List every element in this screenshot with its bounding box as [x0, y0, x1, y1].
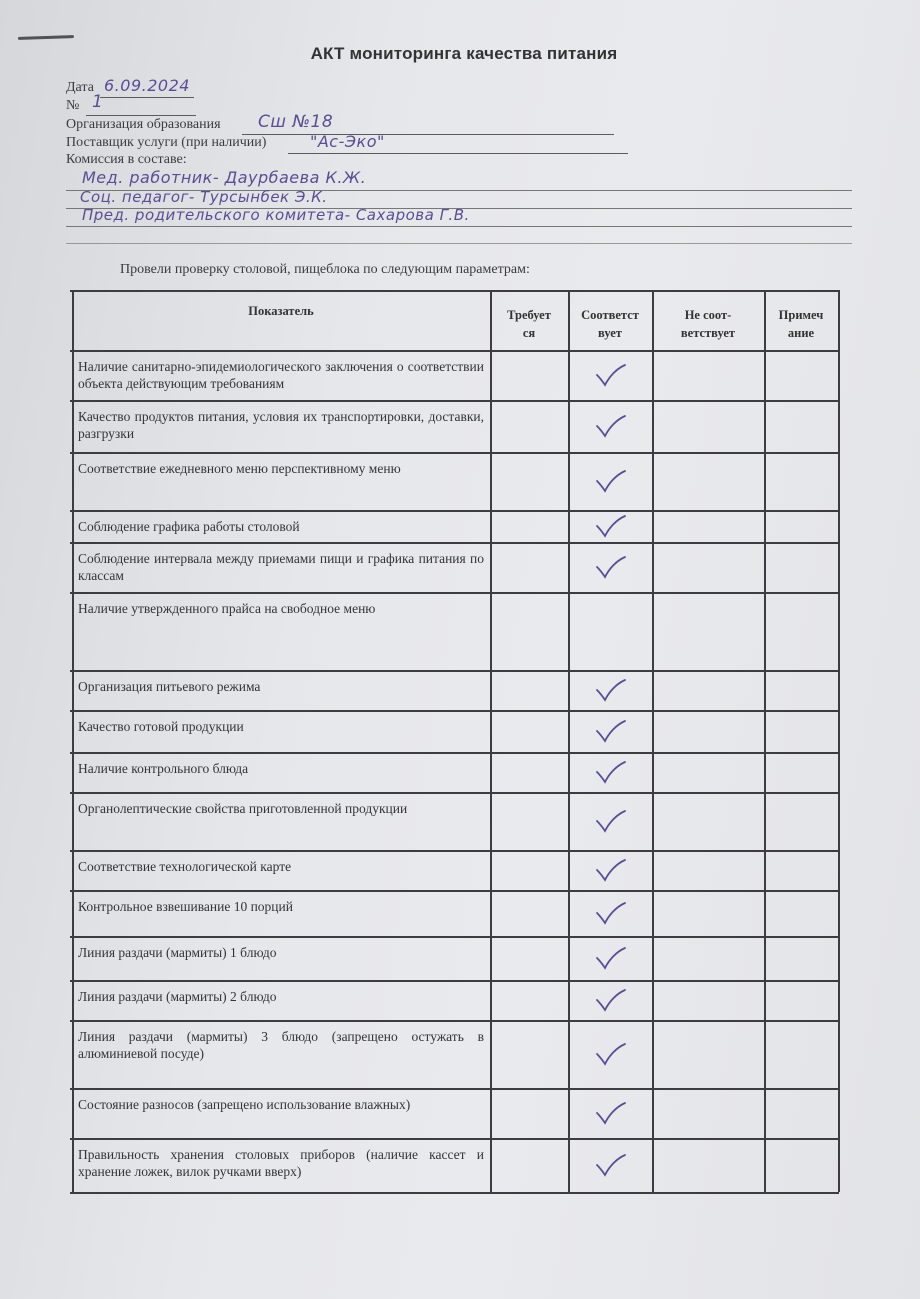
- table-vline: [568, 290, 570, 1192]
- table-hline: [70, 752, 839, 754]
- date-underline: [100, 97, 194, 98]
- table-row-label: Соблюдение интервала между приемами пищи и графика питания по классам: [78, 551, 484, 583]
- table-row-label: Наличие санитарно-эпидемиологического заключения о соответствии объекта действующим требованиям: [78, 359, 484, 391]
- table-hline: [70, 670, 839, 672]
- table-hline: [70, 542, 839, 544]
- supplier-underline: [288, 153, 628, 154]
- table-header-text: ание: [787, 326, 815, 340]
- table-row-label: Соответствие технологической карте: [78, 859, 292, 874]
- table-hline: [70, 850, 839, 852]
- table-hline: [70, 1192, 839, 1194]
- document-title: АКТ мониторинга качества питания: [310, 44, 618, 63]
- check-mark-icon: [594, 988, 628, 1014]
- date-label: Дата: [66, 80, 94, 95]
- check-mark-icon: [594, 555, 628, 581]
- commission-label: Комиссия в составе:: [66, 152, 187, 167]
- table-header-text: Соответст: [581, 308, 639, 322]
- table-header-cell: [654, 306, 762, 342]
- check-mark-icon: [594, 946, 628, 972]
- table-row-label: Линия раздачи (мармиты) 1 блюдо: [78, 945, 277, 960]
- table-header-cell: [74, 302, 488, 320]
- table-row-label: Соблюдение графика работы столовой: [78, 519, 300, 534]
- check-mark-icon: [594, 414, 628, 440]
- org-label: Организация образования: [66, 117, 221, 132]
- date-value: 6.09.2024: [104, 76, 190, 95]
- table-hline: [70, 792, 839, 794]
- check-mark-icon: [594, 1101, 628, 1127]
- table-header-text: Показатель: [248, 304, 314, 318]
- corner-mark: [18, 35, 74, 40]
- table-vline: [490, 290, 492, 1192]
- member-line-4: [66, 243, 852, 244]
- table-hline: [70, 980, 839, 982]
- table-row-label: Организация питьевого режима: [78, 679, 261, 694]
- table-hline: [70, 1138, 839, 1140]
- check-mark-icon: [594, 469, 628, 495]
- supplier-value: "Ас-Эко": [310, 132, 385, 151]
- check-mark-icon: [594, 363, 628, 389]
- table-hline: [70, 936, 839, 938]
- org-underline: [242, 134, 614, 135]
- table-header-text: ветствует: [680, 326, 736, 340]
- table-row-label: Контрольное взвешивание 10 порций: [78, 899, 293, 914]
- table-header-text: вует: [598, 326, 622, 340]
- number-label: №: [66, 98, 80, 113]
- table-vline: [652, 290, 654, 1192]
- table-row-label: Органолептические свойства приготовленной продукции: [78, 801, 408, 816]
- table-header-text: Не соот-: [684, 308, 732, 322]
- table-hline: [70, 890, 839, 892]
- table-header-cell: [570, 306, 650, 342]
- check-mark-icon: [594, 760, 628, 786]
- table-vline: [72, 290, 74, 1192]
- table-row-label: Линия раздачи (мармиты) 2 блюдо: [78, 989, 277, 1004]
- check-mark-icon: [594, 514, 628, 540]
- check-mark-icon: [594, 858, 628, 884]
- table-row-label: Наличие контрольного блюда: [78, 761, 249, 776]
- member-line-3: [66, 226, 852, 227]
- table-header-text: Требует: [507, 308, 551, 322]
- table-hline: [70, 1088, 839, 1090]
- table-hline: [70, 510, 839, 512]
- org-value: Сш №18: [258, 112, 334, 132]
- table-row-label: Качество готовой продукции: [78, 719, 244, 734]
- table-hline: [70, 452, 839, 454]
- table-row-label: Соответствие ежедневного меню перспективному меню: [78, 461, 401, 476]
- table-hline: [70, 290, 839, 292]
- member-3: Пред. родительского комитета- Сахарова Г.В.: [82, 206, 470, 224]
- table-hline: [70, 350, 839, 352]
- check-mark-icon: [594, 901, 628, 927]
- table-header-cell: [766, 306, 836, 342]
- number-value: 1: [92, 92, 104, 112]
- table-row-label: Правильность хранения столовых приборов (наличие кассет и хранение ложек, вилок ручками вверх): [78, 1147, 484, 1179]
- check-mark-icon: [594, 719, 628, 745]
- member-1: Мед. работник- Даурбаева К.Ж.: [82, 168, 367, 187]
- table-row-label: Линия раздачи (мармиты) 3 блюдо (запрещено остужать в алюминиевой посуде): [78, 1029, 484, 1061]
- check-mark-icon: [594, 1153, 628, 1179]
- table-row-label: Наличие утвержденного прайса на свободное меню: [78, 601, 376, 616]
- supplier-label: Поставщик услуги (при наличии): [66, 135, 267, 150]
- intro-text: Провели проверку столовой, пищеблока по следующим параметрам:: [120, 262, 530, 277]
- table-hline: [70, 1020, 839, 1022]
- number-underline: [86, 115, 196, 116]
- table-row-label: Состояние разносов (запрещено использование влажных): [78, 1097, 411, 1112]
- table-header-text: ся: [522, 326, 536, 340]
- check-mark-icon: [594, 809, 628, 835]
- table-vline: [838, 290, 840, 1192]
- check-mark-icon: [594, 1042, 628, 1068]
- table-hline: [70, 592, 839, 594]
- table-header-text: Примеч: [778, 308, 824, 322]
- table-vline: [764, 290, 766, 1192]
- table-header-cell: [492, 306, 566, 342]
- table-row-label: Качество продуктов питания, условия их транспортировки, доставки, разгрузки: [78, 409, 484, 441]
- table-hline: [70, 710, 839, 712]
- member-2: Соц. педагог- Турсынбек Э.К.: [80, 188, 328, 206]
- check-mark-icon: [594, 678, 628, 704]
- table-hline: [70, 400, 839, 402]
